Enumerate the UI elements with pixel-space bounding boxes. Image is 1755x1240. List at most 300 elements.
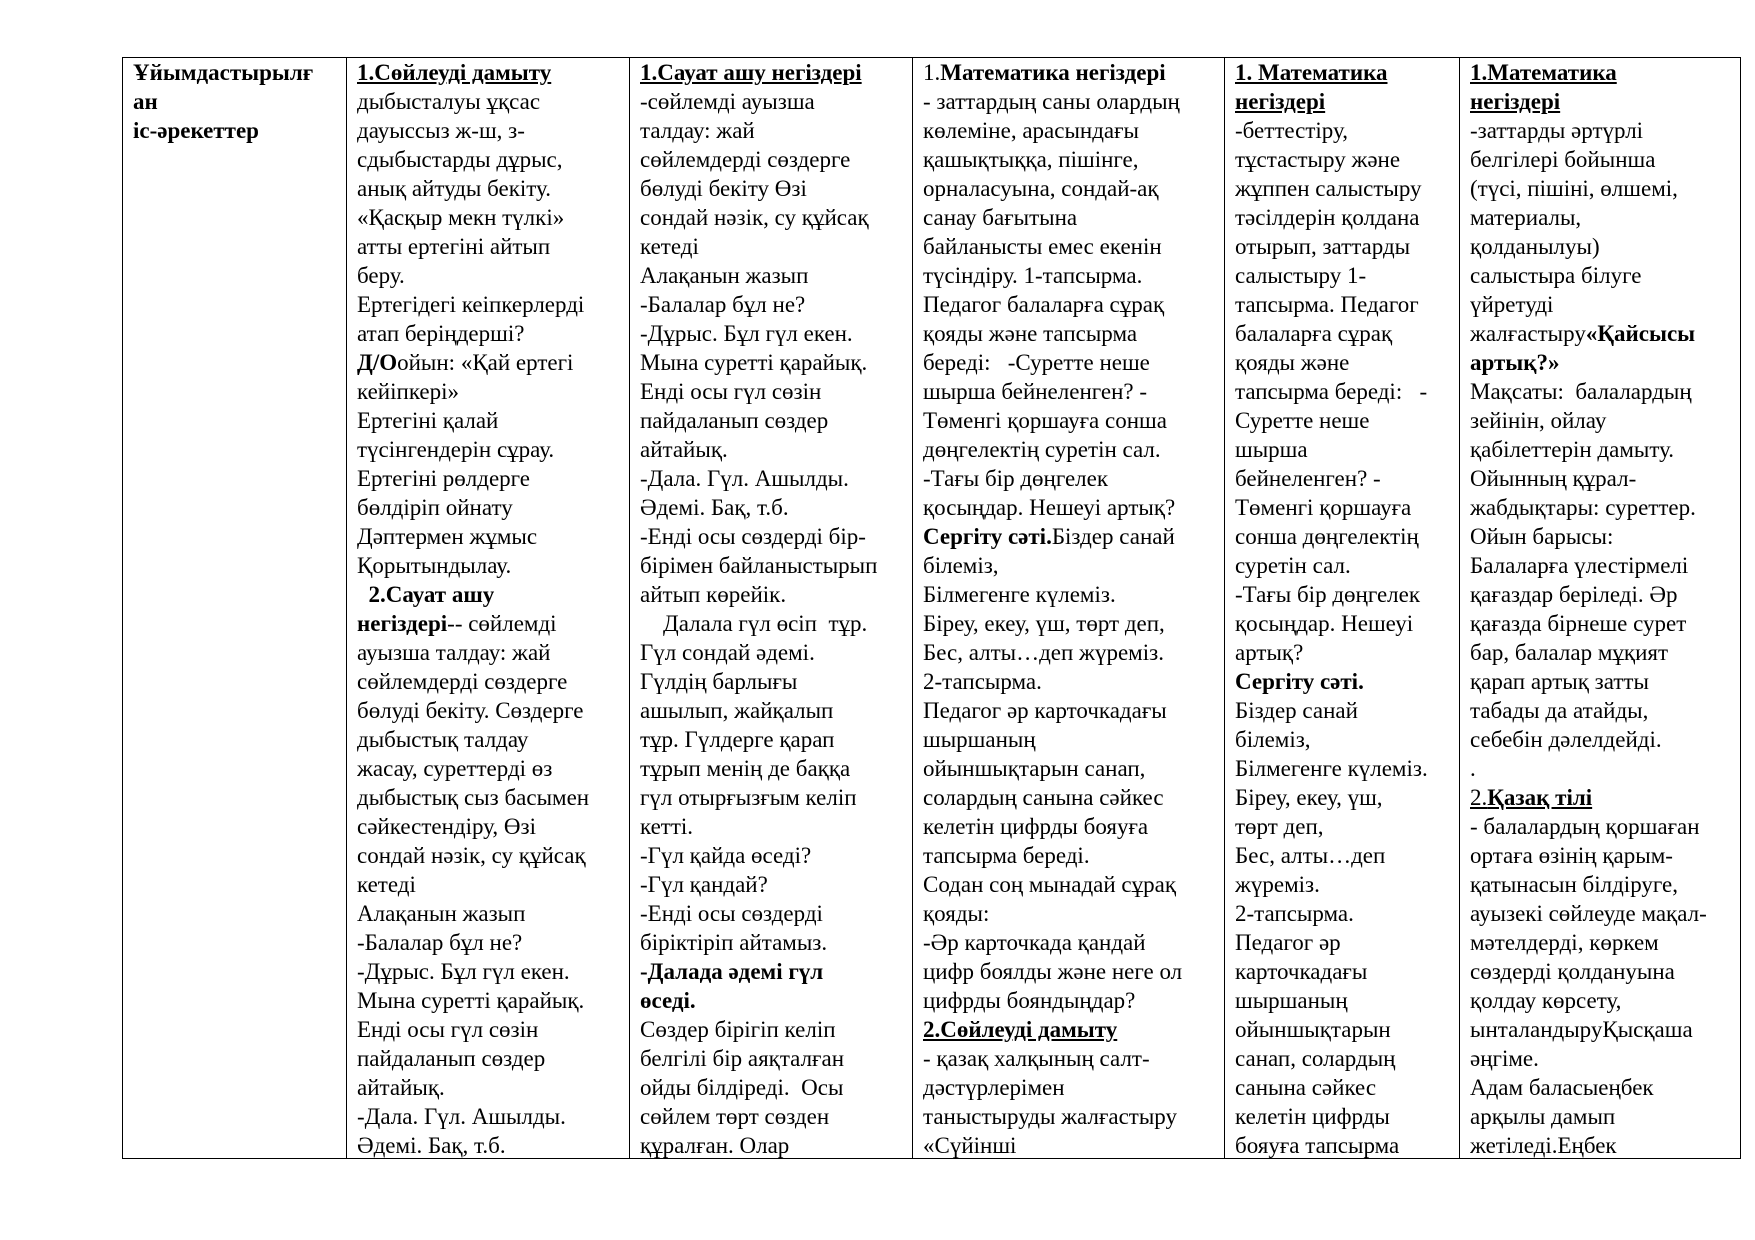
text-segment: Білмегенге күлеміз.	[1235, 756, 1428, 781]
text-line	[1235, 232, 1459, 261]
text-line	[640, 406, 912, 435]
text-segment: кетеді	[640, 234, 699, 259]
text-line	[923, 986, 1224, 1015]
text-segment: Қазақ тілі	[1487, 785, 1593, 810]
text-line	[357, 957, 629, 986]
text-line	[1235, 1015, 1459, 1044]
text-line	[1470, 116, 1740, 145]
text-line	[923, 696, 1224, 725]
text-line	[357, 1044, 629, 1073]
text-line	[1235, 754, 1459, 783]
text-line	[357, 580, 629, 609]
text-segment: -Далада әдемі гүл	[640, 959, 824, 984]
text-line	[1235, 87, 1459, 116]
text-line	[640, 986, 912, 1015]
text-line	[1235, 377, 1459, 406]
text-segment: - қазақ халқының салт-	[923, 1046, 1150, 1071]
lesson-plan-table	[122, 57, 1741, 1159]
text-segment: себебін дәлелдейді.	[1470, 727, 1662, 752]
text-line	[640, 493, 912, 522]
text-line	[357, 928, 629, 957]
text-line	[923, 1131, 1224, 1158]
text-segment: қағаздар беріледі. Әр	[1470, 582, 1678, 607]
text-segment: солардың санына сәйкес	[923, 785, 1164, 810]
text-line	[1235, 145, 1459, 174]
text-line	[640, 348, 912, 377]
text-line	[1470, 580, 1740, 609]
text-line	[357, 1102, 629, 1131]
text-segment: Әдемі. Бақ, т.б.	[357, 1133, 506, 1158]
cell-activity-label	[123, 58, 347, 1159]
text-line	[133, 87, 346, 116]
text-segment: қарап артық затты	[1470, 669, 1649, 694]
text-line	[923, 841, 1224, 870]
text-line	[357, 1015, 629, 1044]
text-segment: қашықтыққа, пішінге,	[923, 147, 1139, 172]
text-line	[923, 1044, 1224, 1073]
text-segment: бар, балалар мұқият	[1470, 640, 1669, 665]
text-segment: артық?»	[1470, 350, 1560, 375]
text-segment: беру.	[357, 263, 405, 288]
text-line	[1470, 261, 1740, 290]
text-segment: қосыңдар. Нешеуі	[1235, 611, 1414, 636]
text-line	[357, 435, 629, 464]
text-line	[640, 203, 912, 232]
text-line	[1235, 986, 1459, 1015]
text-segment: қолдау көрсету,	[1470, 988, 1622, 1013]
text-segment: 2-тапсырма.	[923, 669, 1042, 694]
text-line	[1235, 1102, 1459, 1131]
text-line	[357, 174, 629, 203]
text-segment: көлеміне, арасындағы	[923, 118, 1140, 143]
text-segment: тұр. Гүлдерге қарап	[640, 727, 835, 752]
text-segment: кетеді	[357, 872, 416, 897]
text-line	[640, 464, 912, 493]
text-line	[1235, 725, 1459, 754]
text-segment: Бес, алты…деп	[1235, 843, 1386, 868]
text-segment: қояды және тапсырма	[923, 321, 1138, 346]
text-segment: «Қасқыр мекн түлкі»	[357, 205, 565, 230]
text-line	[640, 667, 912, 696]
text-line	[1470, 841, 1740, 870]
text-segment: қояды:	[923, 901, 990, 926]
text-line	[1470, 377, 1740, 406]
text-line	[640, 725, 912, 754]
text-line	[357, 290, 629, 319]
cell-content	[357, 58, 629, 1158]
text-segment: -сөйлемді ауызша	[640, 89, 815, 114]
text-segment: -Балалар бұл не?	[640, 292, 806, 317]
text-line	[640, 1102, 912, 1131]
text-segment: тұрып менің де баққа	[640, 756, 851, 781]
text-line	[357, 1073, 629, 1102]
text-line	[640, 522, 912, 551]
text-segment: - балалардың қоршаған	[1470, 814, 1700, 839]
text-segment: сондай нәзік, су құйсақ	[357, 843, 586, 868]
text-segment: ойын: «Қай ертегі	[397, 350, 574, 375]
text-segment: атты ертегіні айтып	[357, 234, 551, 259]
text-segment: «Сүйінші	[923, 1133, 1017, 1158]
text-segment: арқылы дамып	[1470, 1104, 1616, 1129]
text-segment: Біреу, екеу, үш,	[1235, 785, 1383, 810]
text-segment: дәстүрлерімен	[923, 1075, 1065, 1100]
text-segment: -Балалар бұл не?	[357, 930, 523, 955]
text-line	[923, 435, 1224, 464]
text-line	[1470, 870, 1740, 899]
text-segment: шырша	[1235, 437, 1308, 462]
text-segment: -Дала. Гүл. Ашылды.	[640, 466, 849, 491]
text-segment: жүреміз.	[1235, 872, 1320, 897]
text-line	[923, 406, 1224, 435]
text-segment: зейінін, ойлау	[1470, 408, 1607, 433]
text-segment: төрт деп,	[1235, 814, 1324, 839]
text-segment: мәтелдерді, көркем	[1470, 930, 1659, 955]
text-segment: санау бағытына	[923, 205, 1078, 230]
text-segment: табады да атайды,	[1470, 698, 1649, 723]
text-segment: қағазда бірнеше сурет	[1470, 611, 1687, 636]
text-segment: жетіледі.Еңбек	[1470, 1133, 1617, 1158]
text-segment: -Дала. Гүл. Ашылды.	[357, 1104, 566, 1129]
cell-content	[923, 58, 1224, 1158]
text-segment: үйретуді	[1470, 292, 1554, 317]
text-segment: Мына суретті қарайық.	[357, 988, 585, 1013]
text-line	[1470, 58, 1740, 87]
text-segment: тапсырма береді: -	[1235, 379, 1428, 404]
text-segment: санына сәйкес	[1235, 1075, 1377, 1100]
text-segment: бояуға тапсырма	[1235, 1133, 1400, 1158]
text-line	[640, 580, 912, 609]
text-line	[923, 116, 1224, 145]
text-line	[923, 1073, 1224, 1102]
text-segment: жалғастыру	[1470, 321, 1586, 346]
text-line	[357, 493, 629, 522]
text-line	[1235, 58, 1459, 87]
text-segment: негіздері	[357, 611, 448, 636]
text-line	[357, 116, 629, 145]
text-line	[1470, 899, 1740, 928]
text-segment: тапсырма береді.	[923, 843, 1090, 868]
text-segment: іс-әрекеттер	[133, 118, 259, 143]
text-segment: артық?	[1235, 640, 1304, 665]
text-line	[1235, 1044, 1459, 1073]
text-segment: әңгіме.	[1470, 1046, 1539, 1071]
text-segment: -беттестіру,	[1235, 118, 1348, 143]
text-segment: Ойын барысы:	[1470, 524, 1614, 549]
text-segment: жасау, суреттерді өз	[357, 756, 553, 781]
text-segment: дауыссыз ж-ш, з-	[357, 118, 525, 143]
text-segment: келетін цифрды	[1235, 1104, 1390, 1129]
text-segment: -- сөйлемді	[447, 611, 557, 636]
text-segment: дыбыстық талдау	[357, 727, 529, 752]
text-segment: ойды білдіреді. Осы	[640, 1075, 844, 1100]
text-line	[357, 348, 629, 377]
text-line	[357, 870, 629, 899]
text-line	[923, 580, 1224, 609]
text-line	[640, 1131, 912, 1158]
text-segment: шыршаның	[1235, 988, 1348, 1013]
text-line	[1235, 638, 1459, 667]
text-segment: ортаға өзінің қарым-	[1470, 843, 1673, 868]
text-line	[923, 58, 1224, 87]
text-line	[640, 435, 912, 464]
text-segment: Әдемі. Бақ, т.б.	[640, 495, 789, 520]
text-segment: 2.Сауат ашу	[357, 582, 495, 607]
text-line	[357, 812, 629, 841]
text-line	[923, 203, 1224, 232]
text-line	[1235, 435, 1459, 464]
text-segment: «Қайсысы	[1585, 321, 1696, 346]
text-segment: Д/О	[357, 350, 398, 375]
text-line	[357, 551, 629, 580]
text-segment: Енді осы гүл сөзін	[357, 1017, 539, 1042]
text-segment: Төменгі қоршауға	[1235, 495, 1412, 520]
text-line	[640, 551, 912, 580]
text-segment: 1.	[923, 60, 941, 85]
text-segment: Бес, алты…деп жүреміз.	[923, 640, 1164, 665]
text-segment: 2.Сөйлеуді дамыту	[923, 1017, 1118, 1042]
text-line	[1470, 348, 1740, 377]
text-segment: Сөздер бірігіп келіп	[640, 1017, 836, 1042]
text-segment: Алақанын жазып	[640, 263, 809, 288]
text-line	[1470, 232, 1740, 261]
text-line	[357, 319, 629, 348]
text-segment: дыбыстық сыз басымен	[357, 785, 590, 810]
text-segment: Ертегідегі кеіпкерлерді	[357, 292, 585, 317]
text-segment: -Енді осы сөздерді	[640, 901, 823, 926]
text-segment: Гүлдің барлығы	[640, 669, 798, 694]
text-line	[923, 493, 1224, 522]
text-segment: карточкадағы	[1235, 959, 1368, 984]
text-segment: 1.Сөйлеуді дамыту	[357, 60, 552, 85]
text-segment: түсінгендерін сұрау.	[357, 437, 555, 462]
text-segment: ауызекі сөйлеуде мақал-	[1470, 901, 1707, 926]
text-segment: пайдаланып сөздер	[640, 408, 829, 433]
text-line	[1470, 1015, 1740, 1044]
text-line	[923, 522, 1224, 551]
text-segment: суретін сал.	[1235, 553, 1351, 578]
text-segment: кейіпкері»	[357, 379, 460, 404]
cell-content	[640, 58, 912, 1158]
text-segment: білеміз,	[1235, 727, 1311, 752]
text-segment: келетін цифрды бояуға	[923, 814, 1149, 839]
text-line	[640, 377, 912, 406]
text-line	[1235, 319, 1459, 348]
text-line	[133, 58, 346, 87]
text-line	[1235, 174, 1459, 203]
text-segment: айтайық.	[640, 437, 728, 462]
text-line	[1235, 783, 1459, 812]
text-segment: сөйлемдерді сөздерге	[640, 147, 851, 172]
text-line	[1470, 638, 1740, 667]
text-segment: қосыңдар. Нешеуі артық?	[923, 495, 1176, 520]
text-line	[357, 609, 629, 638]
text-segment: ынталандыруҚысқаша	[1470, 1017, 1693, 1042]
text-line	[923, 87, 1224, 116]
text-segment: Адам баласыеңбек	[1470, 1075, 1654, 1100]
text-segment: сөйлемдерді сөздерге	[357, 669, 568, 694]
text-line	[923, 377, 1224, 406]
text-line	[640, 1015, 912, 1044]
text-segment: негіздері	[1470, 89, 1561, 114]
text-line	[640, 116, 912, 145]
cell-content	[1235, 58, 1459, 1158]
text-line	[923, 348, 1224, 377]
text-line	[357, 406, 629, 435]
text-line	[1235, 116, 1459, 145]
text-segment: Ертегіні қалай	[357, 408, 499, 433]
text-line	[1470, 406, 1740, 435]
text-line	[640, 174, 912, 203]
text-line	[1235, 870, 1459, 899]
cell-content	[1470, 58, 1740, 1158]
text-line	[1235, 957, 1459, 986]
text-segment: Суретте неше	[1235, 408, 1370, 433]
text-segment: қатынасын білдіруге,	[1470, 872, 1678, 897]
text-segment: тұстастыру және	[1235, 147, 1401, 172]
text-segment: өседі.	[640, 988, 696, 1013]
text-segment: біріктіріп айтамыз.	[640, 930, 828, 955]
text-line	[640, 638, 912, 667]
text-segment: сдыбыстарды дұрыс,	[357, 147, 563, 172]
text-line	[640, 290, 912, 319]
text-segment: кетті.	[640, 814, 694, 839]
text-line	[923, 1015, 1224, 1044]
text-line	[640, 145, 912, 174]
text-segment: Біздер санай	[1235, 698, 1358, 723]
text-segment: құралған. Олар	[640, 1133, 790, 1158]
text-line	[357, 203, 629, 232]
text-segment: балаларға сұрақ	[1235, 321, 1393, 346]
text-segment: сөйлем төрт сөзден	[640, 1104, 830, 1129]
text-line	[1470, 319, 1740, 348]
text-line	[357, 986, 629, 1015]
text-segment: санап, солардың	[1235, 1046, 1396, 1071]
text-line	[1235, 522, 1459, 551]
text-segment: белгілі бір аяқталған	[640, 1046, 845, 1071]
text-segment: бөлуді бекіту Өзі	[640, 176, 807, 201]
text-segment: Мақсаты: балалардың	[1470, 379, 1692, 404]
text-segment: ойыншықтарын санап,	[923, 756, 1146, 781]
text-segment: сәйкестендіру, Өзі	[357, 814, 536, 839]
text-segment: -Тағы бір дөңгелек	[923, 466, 1109, 491]
text-segment: Гүл сондай әдемі.	[640, 640, 815, 665]
text-segment: бөлуді бекіту. Сөздерге	[357, 698, 584, 723]
text-segment: ашылып, жайқалып	[640, 698, 834, 723]
text-line	[1470, 1131, 1740, 1158]
text-line	[640, 609, 912, 638]
text-segment: береді: -Суретте неше	[923, 350, 1150, 375]
text-line	[1235, 899, 1459, 928]
text-segment: Педагог әр	[1235, 930, 1341, 955]
text-line	[640, 696, 912, 725]
text-line	[1235, 290, 1459, 319]
text-segment: Педагог әр карточкадағы	[923, 698, 1167, 723]
text-line	[357, 1131, 629, 1158]
text-line	[1470, 928, 1740, 957]
text-line	[640, 928, 912, 957]
text-line	[1235, 261, 1459, 290]
text-segment: Математика негіздері	[940, 60, 1166, 85]
text-segment: Педагог балаларға сұрақ	[923, 292, 1165, 317]
text-line	[1235, 406, 1459, 435]
text-segment: -Әр карточкада қандай	[923, 930, 1146, 955]
text-segment: айтайық.	[357, 1075, 445, 1100]
text-segment: түсіндіру. 1-тапсырма.	[923, 263, 1143, 288]
text-segment: отырып, заттарды	[1235, 234, 1411, 259]
text-line	[923, 870, 1224, 899]
text-segment: Алақанын жазып	[357, 901, 526, 926]
text-line	[640, 870, 912, 899]
text-line	[923, 145, 1224, 174]
text-segment: атап беріңдерші?	[357, 321, 525, 346]
text-line	[923, 638, 1224, 667]
text-segment: Енді осы гүл сөзін	[640, 379, 822, 404]
text-line	[923, 319, 1224, 348]
cell-thursday	[1225, 58, 1460, 1159]
text-line	[1235, 1131, 1459, 1158]
text-line	[1470, 493, 1740, 522]
text-segment: -Гүл қандай?	[640, 872, 768, 897]
text-line	[1235, 841, 1459, 870]
text-line	[640, 812, 912, 841]
text-line	[1235, 609, 1459, 638]
text-segment: сондай нәзік, су құйсақ	[640, 205, 869, 230]
cell-friday	[1460, 58, 1741, 1159]
text-line	[1470, 1073, 1740, 1102]
text-line	[357, 725, 629, 754]
text-segment: -Гүл қайда өседі?	[640, 843, 812, 868]
text-segment: негіздері	[1235, 89, 1326, 114]
text-segment: ан	[133, 89, 158, 114]
text-line	[640, 899, 912, 928]
text-line	[923, 667, 1224, 696]
text-line	[1235, 348, 1459, 377]
text-segment: -Дұрыс. Бұл гүл екен.	[640, 321, 853, 346]
text-segment: -Енді осы сөздерді бір-	[640, 524, 866, 549]
text-line	[1470, 203, 1740, 232]
text-line	[1470, 754, 1740, 783]
cell-tuesday	[630, 58, 913, 1159]
text-line	[357, 522, 629, 551]
text-segment: тәсілдерін қолдана	[1235, 205, 1420, 230]
text-line	[1470, 290, 1740, 319]
text-segment: .	[1470, 756, 1476, 781]
text-segment: ойыншықтарын	[1235, 1017, 1391, 1042]
text-segment: білеміз,	[923, 553, 999, 578]
text-segment: -Дұрыс. Бұл гүл екен.	[357, 959, 570, 984]
text-line	[1470, 986, 1740, 1015]
text-line	[357, 783, 629, 812]
text-line	[923, 725, 1224, 754]
cell-content	[133, 58, 346, 1158]
text-line	[1470, 609, 1740, 638]
text-line	[357, 899, 629, 928]
text-line	[357, 58, 629, 87]
text-line	[1470, 435, 1740, 464]
text-segment: сонша дөңгелектің	[1235, 524, 1419, 549]
text-line	[1470, 145, 1740, 174]
text-segment: айтып көрейік.	[640, 582, 787, 607]
text-segment: жабдықтары: суреттер.	[1470, 495, 1696, 520]
text-line	[1470, 725, 1740, 754]
text-line	[1235, 464, 1459, 493]
text-line	[1235, 1073, 1459, 1102]
text-segment: 1.Сауат ашу негіздері	[640, 60, 862, 85]
text-segment: - заттардың саны олардың	[923, 89, 1180, 114]
text-segment: дөңгелектің суретін сал.	[923, 437, 1161, 462]
text-segment: дыбысталуы ұқсас	[357, 89, 541, 114]
text-segment: Мына суретті қарайық.	[640, 350, 868, 375]
